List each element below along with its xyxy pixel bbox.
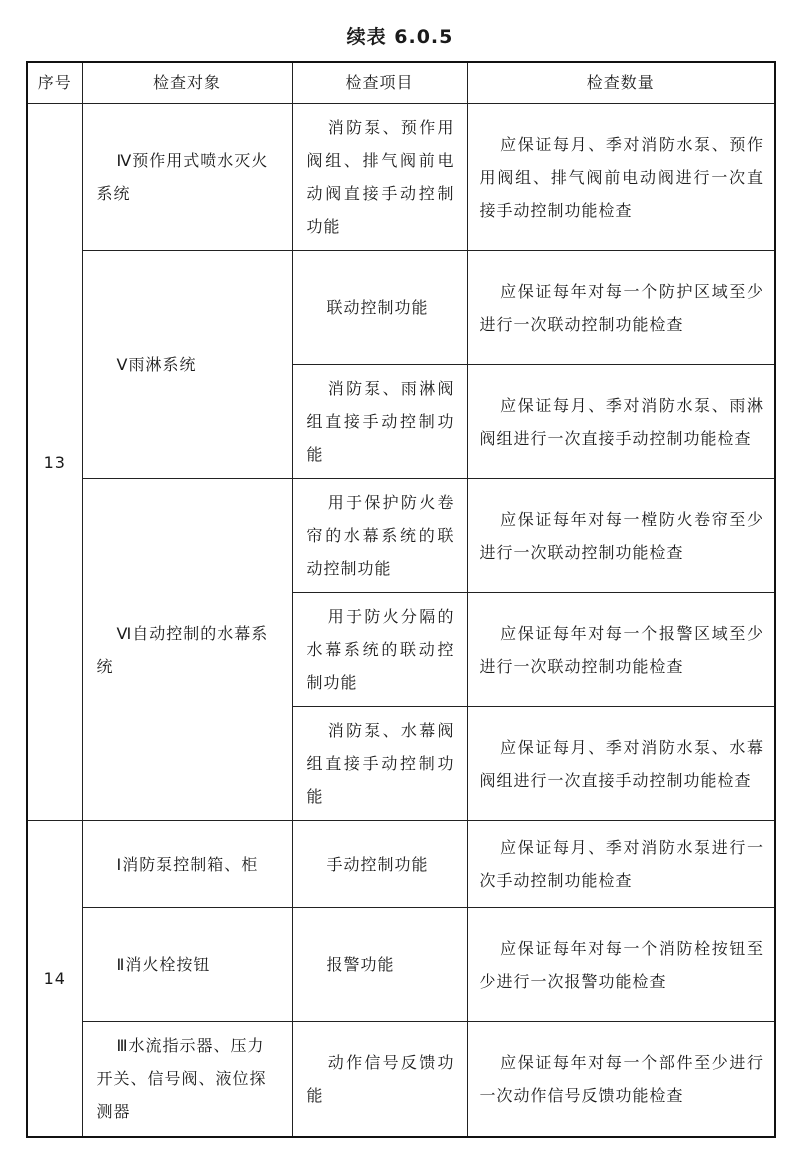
inspection-table (26, 61, 776, 1138)
item-cell: 手动控制功能 (292, 821, 467, 908)
table-row (27, 1022, 775, 1137)
qty-cell: 应保证每年对每一个消防栓按钮至少进行一次报警功能检查 (467, 908, 775, 1022)
item-cell: 消防泵、水幕阀组直接手动控制功能 (292, 707, 467, 821)
table-row (27, 908, 775, 1022)
table-row (27, 104, 775, 251)
header-row (27, 62, 775, 104)
object-cell: Ⅴ雨淋系统 (82, 251, 292, 479)
qty-cell: 应保证每年对每一个部件至少进行一次动作信号反馈功能检查 (467, 1022, 775, 1137)
table-row (27, 479, 775, 593)
item-cell: 用于保护防火卷帘的水幕系统的联动控制功能 (292, 479, 467, 593)
object-cell: Ⅱ消火栓按钮 (82, 908, 292, 1022)
seq-cell: 14 (27, 821, 82, 1137)
header-item: 检查项目 (292, 62, 467, 104)
qty-cell: 应保证每月、季对消防水泵、水幕阀组进行一次直接手动控制功能检查 (467, 707, 775, 821)
object-cell: Ⅵ自动控制的水幕系统 (82, 479, 292, 821)
qty-cell: 应保证每年对每一个报警区域至少进行一次联动控制功能检查 (467, 593, 775, 707)
item-cell: 动作信号反馈功能 (292, 1022, 467, 1137)
qty-cell: 应保证每月、季对消防水泵、预作用阀组、排气阀前电动阀进行一次直接手动控制功能检查 (467, 104, 775, 251)
qty-cell: 应保证每年对每一樘防火卷帘至少进行一次联动控制功能检查 (467, 479, 775, 593)
seq-cell: 13 (27, 104, 82, 821)
item-cell: 报警功能 (292, 908, 467, 1022)
item-cell: 消防泵、雨淋阀组直接手动控制功能 (292, 365, 467, 479)
header-seq: 序号 (27, 62, 82, 104)
object-cell: Ⅲ水流指示器、压力开关、信号阀、液位探测器 (82, 1022, 292, 1137)
item-cell: 用于防火分隔的水幕系统的联动控制功能 (292, 593, 467, 707)
header-qty: 检查数量 (467, 62, 775, 104)
table-title: 续表 6.0.5 (346, 26, 454, 48)
qty-cell: 应保证每月、季对消防水泵进行一次手动控制功能检查 (467, 821, 775, 908)
qty-cell: 应保证每年对每一个防护区域至少进行一次联动控制功能检查 (467, 251, 775, 365)
header-object: 检查对象 (82, 62, 292, 104)
table-row (27, 251, 775, 365)
item-cell: 消防泵、预作用阀组、排气阀前电动阀直接手动控制功能 (292, 104, 467, 251)
table-row (27, 821, 775, 908)
qty-cell: 应保证每月、季对消防水泵、雨淋阀组进行一次直接手动控制功能检查 (467, 365, 775, 479)
object-cell: Ⅳ预作用式喷水灭火系统 (82, 104, 292, 251)
object-cell: Ⅰ消防泵控制箱、柜 (82, 821, 292, 908)
item-cell: 联动控制功能 (292, 251, 467, 365)
